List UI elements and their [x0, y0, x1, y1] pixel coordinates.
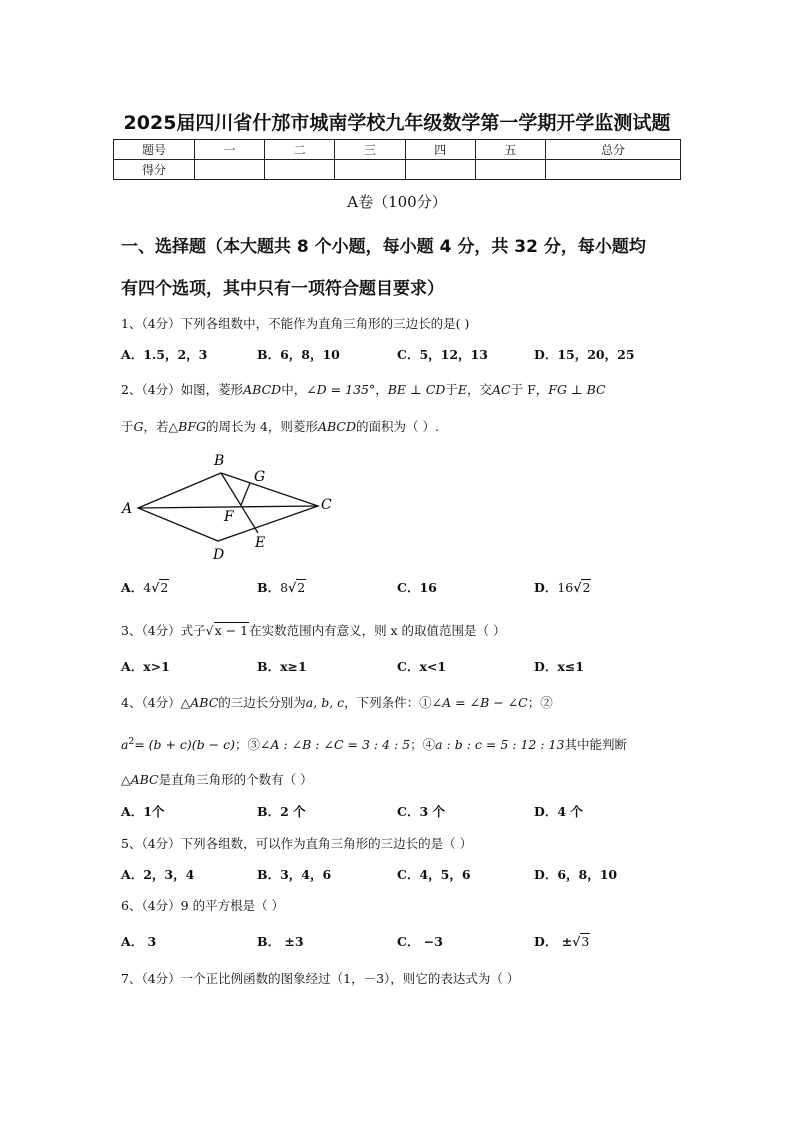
score-table-header-row [114, 140, 681, 160]
label-b: B [214, 453, 225, 469]
label-f: F [224, 509, 234, 525]
q1-option-b: B．6，8，10 [257, 347, 340, 362]
q2-option-c: C．16 [397, 580, 437, 595]
q5-option-c: C．4，5，6 [397, 867, 471, 882]
score-cell[interactable] [475, 160, 545, 180]
q5-option-b: B．3，4，6 [257, 867, 332, 882]
q2-option-b: B．8√2 [257, 580, 306, 595]
score-table-score-row [114, 160, 681, 180]
q1-stem: 1、（4分）下列各组数中，不能作为直角三角形的三边长的是( ) [121, 316, 470, 331]
q2-stem-line2: 于G，若△BFG的周长为 4，则菱形ABCD的面积为（ ）. [121, 419, 439, 434]
score-header-cell: 题号 [114, 140, 195, 160]
q5-option-d: D．6，8，10 [534, 867, 618, 882]
section-heading: A卷（100分） [347, 193, 447, 211]
score-header-cell: 五 [475, 140, 545, 160]
exam-title: 2025届四川省什邡市城南学校九年级数学第一学期开学监测试题 [123, 112, 671, 134]
score-cell[interactable] [265, 160, 335, 180]
label-e: E [255, 535, 266, 551]
q6-option-c: C． −3 [397, 934, 443, 949]
q3-option-b: B．x≥1 [257, 659, 307, 674]
diagonal-ac [138, 506, 318, 508]
score-header-cell: 四 [405, 140, 475, 160]
q2-option-d: D．16√2 [534, 580, 591, 595]
label-a: A [122, 501, 133, 517]
score-cell[interactable] [335, 160, 405, 180]
segment-fg [241, 483, 250, 505]
q5-option-a: A．2，3，4 [121, 867, 195, 882]
q1-option-d: D．15，20，25 [534, 347, 635, 362]
q6-option-b: B． ±3 [257, 934, 304, 949]
q2-stem-line1: 2、（4分）如图，菱形ABCD中，∠D = 135°，BE ⊥ CD于E，交AC于 F，FG ⊥ BC [121, 382, 606, 397]
score-header-cell: 总分 [546, 140, 681, 160]
q6-option-d: D． ±√3 [534, 934, 590, 949]
q1-option-c: C．5，12，13 [397, 347, 488, 362]
q3-option-a: A．x>1 [121, 659, 170, 674]
q7-stem: 7、（4分）一个正比例函数的图象经过（1，－3），则它的表达式为（ ） [121, 971, 520, 986]
q6-stem: 6、（4分）9 的平方根是（ ） [121, 898, 285, 913]
rhombus-figure [118, 448, 348, 568]
score-table [113, 139, 681, 180]
score-header-cell: 三 [335, 140, 405, 160]
q4-option-b: B．2 个 [257, 804, 306, 819]
score-cell[interactable] [405, 160, 475, 180]
q3-option-c: C．x<1 [397, 659, 447, 674]
part1-heading-line1: 一、选择题（本大题共 8 个小题，每小题 4 分，共 32 分，每小题均 [121, 237, 646, 257]
score-cell[interactable] [546, 160, 681, 180]
score-header-cell: 一 [195, 140, 265, 160]
q2-option-a: A．4√2 [121, 580, 169, 595]
part1-heading-line2: 有四个选项，其中只有一项符合题目要求） [121, 279, 444, 299]
label-d: D [213, 547, 225, 563]
score-cell[interactable] [195, 160, 265, 180]
q4-stem-line3: △ABC是直角三角形的个数有（ ） [121, 772, 313, 787]
q4-option-a: A．1个 [121, 804, 165, 819]
q6-option-a: A． 3 [121, 934, 157, 949]
label-c: C [321, 497, 332, 513]
q4-option-c: C．3 个 [397, 804, 445, 819]
score-header-cell: 二 [265, 140, 335, 160]
q3-stem: 3、（4分）式子√x − 1在实数范围内有意义，则 x 的取值范围是（ ） [121, 623, 506, 638]
q3-option-d: D．x≤1 [534, 659, 584, 674]
q4-option-d: D．4 个 [534, 804, 583, 819]
score-row-label: 得分 [114, 160, 195, 180]
label-g: G [254, 469, 266, 485]
q5-stem: 5、（4分）下列各组数，可以作为直角三角形的三边长的是（ ） [121, 836, 473, 851]
q1-option-a: A．1.5，2，3 [121, 347, 208, 362]
q4-stem-line2: $a^2= (b + c)(b - c)$；③∠A : ∠B : ∠C = 3 : 4 : 5；④a : b : c = 5 : 12 : 13其中能判断 [121, 736, 627, 752]
q4-stem-line1: 4、（4分）△ABC的三边长分别为a, b, c，下列条件：①∠A = ∠B − ∠C；② [121, 695, 553, 710]
